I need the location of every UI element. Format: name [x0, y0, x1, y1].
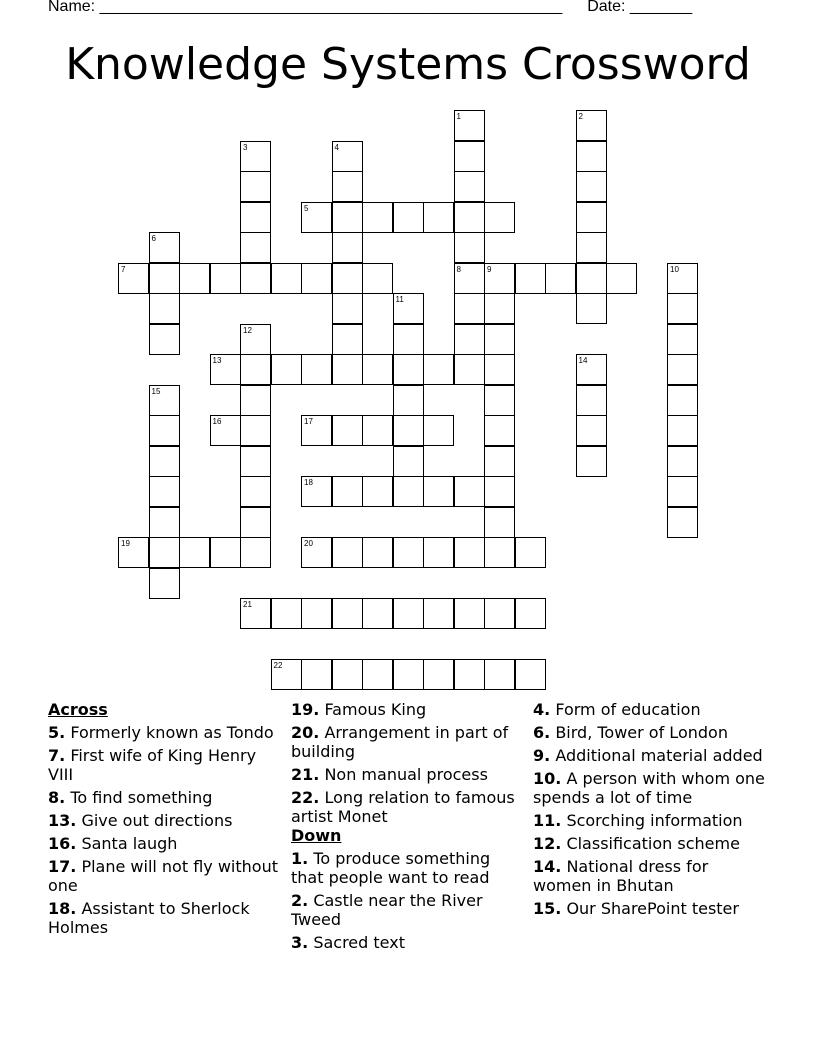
clue-across-16: 16. Santa laugh [48, 834, 178, 853]
clue-across-21: 21. Non manual process [291, 765, 488, 784]
grid-cell[interactable] [423, 598, 454, 629]
clue-across-13: 13. Give out directions [48, 811, 233, 830]
clue-down-14: 14. National dress for women in Bhutan [533, 857, 709, 895]
grid-cell[interactable] [454, 263, 485, 294]
grid-cell[interactable] [393, 659, 424, 690]
cell-number: 18 [304, 478, 313, 487]
clue-across-22: 22. Long relation to famous artist Monet [291, 788, 515, 826]
grid-cell[interactable] [210, 415, 241, 446]
cell-number: 14 [578, 356, 588, 365]
cell-number: 1 [456, 112, 461, 121]
grid-cell[interactable] [240, 415, 271, 446]
cell-number: 20 [304, 539, 313, 548]
grid-cell[interactable] [301, 263, 332, 294]
grid-cell[interactable] [149, 293, 180, 324]
clue-down-11: 11. Scorching information [533, 811, 743, 830]
grid-cell[interactable] [118, 263, 149, 294]
grid-cell[interactable] [484, 354, 515, 385]
cell-number: 11 [395, 295, 404, 304]
grid-cell[interactable] [393, 415, 424, 446]
grid-cell[interactable] [362, 598, 393, 629]
grid-cell[interactable] [576, 141, 607, 172]
grid-cell[interactable] [149, 232, 180, 263]
grid-cell[interactable] [240, 171, 271, 202]
grid-cell[interactable] [454, 110, 485, 141]
grid-cell[interactable] [240, 232, 271, 263]
grid-cell[interactable] [606, 263, 637, 294]
grid-cell[interactable] [332, 354, 363, 385]
clue-down-10: 10. A person with whom one spends a lot of time [533, 769, 765, 807]
grid-cell[interactable] [576, 232, 607, 263]
grid-cell[interactable] [210, 354, 241, 385]
grid-cell[interactable] [454, 659, 485, 690]
cell-number: 12 [243, 325, 252, 335]
grid-cell[interactable] [484, 263, 515, 294]
grid-cell[interactable] [423, 202, 454, 233]
clues-column-1 [48, 700, 280, 941]
cell-number: 17 [304, 417, 313, 426]
grid-cell[interactable] [667, 507, 698, 538]
grid-cell[interactable] [179, 537, 210, 568]
grid-cell[interactable] [576, 385, 607, 416]
grid-cell[interactable] [362, 263, 393, 294]
grid-cell[interactable] [240, 385, 271, 416]
grid-cell[interactable] [149, 263, 180, 294]
grid-cell[interactable] [576, 415, 607, 446]
grid-cell[interactable] [301, 415, 332, 446]
grid-cell[interactable] [423, 537, 454, 568]
grid-cell[interactable] [362, 659, 393, 690]
grid-cell[interactable] [515, 263, 546, 294]
grid-cell[interactable] [332, 537, 363, 568]
grid-cell[interactable] [332, 202, 363, 233]
grid-cell[interactable] [301, 659, 332, 690]
grid-cell[interactable] [240, 598, 271, 629]
cell-number: 15 [151, 386, 161, 396]
grid-cell[interactable] [271, 263, 302, 294]
clue-down-2: 2. Castle near the River Tweed [291, 891, 483, 929]
grid-cell[interactable] [484, 659, 515, 690]
grid-cell[interactable] [576, 263, 607, 294]
grid-cell[interactable] [484, 385, 515, 416]
grid-cell[interactable] [667, 385, 698, 416]
grid-cell[interactable] [667, 446, 698, 477]
down-heading: Down [291, 826, 342, 845]
grid-cell[interactable] [484, 537, 515, 568]
grid-cell[interactable] [515, 537, 546, 568]
grid-cell[interactable] [667, 263, 698, 294]
grid-cell[interactable] [576, 202, 607, 233]
grid-cell[interactable] [240, 507, 271, 538]
grid-cell[interactable] [576, 293, 607, 324]
grid-cell[interactable] [423, 354, 454, 385]
grid-cell[interactable] [454, 171, 485, 202]
cell-number: 10 [670, 264, 679, 274]
grid-cell[interactable] [484, 476, 515, 507]
grid-cell[interactable] [393, 598, 424, 629]
name-label: Name: [48, 0, 96, 15]
grid-cell[interactable] [332, 141, 363, 172]
grid-cell[interactable] [149, 568, 180, 599]
grid-cell[interactable] [454, 202, 485, 233]
grid-cell[interactable] [301, 202, 332, 233]
grid-cell[interactable] [240, 141, 271, 172]
grid-cell[interactable] [332, 598, 363, 629]
cell-number: 5 [304, 203, 309, 213]
cell-number: 7 [121, 264, 126, 274]
name-blank[interactable]: ____________________________________________________ [99, 0, 563, 15]
grid-cell[interactable] [454, 324, 485, 355]
grid-cell[interactable] [301, 598, 332, 629]
grid-cell[interactable] [454, 232, 485, 263]
grid-cell[interactable] [576, 446, 607, 477]
grid-cell[interactable] [362, 202, 393, 233]
grid-cell[interactable] [301, 476, 332, 507]
grid-cell[interactable] [362, 415, 393, 446]
grid-cell[interactable] [667, 354, 698, 385]
grid-cell[interactable] [484, 598, 515, 629]
cell-number: 16 [212, 417, 222, 426]
grid-cell[interactable] [484, 324, 515, 355]
grid-cell[interactable] [393, 476, 424, 507]
grid-cell[interactable] [423, 476, 454, 507]
grid-cell[interactable] [454, 476, 485, 507]
grid-cell[interactable] [332, 263, 363, 294]
grid-cell[interactable] [667, 324, 698, 355]
grid-cell[interactable] [667, 415, 698, 446]
cell-number: 9 [487, 264, 492, 274]
clue-down-15: 15. Our SharePoint tester [533, 899, 739, 918]
grid-cell[interactable] [149, 446, 180, 477]
grid-cell[interactable] [332, 415, 363, 446]
grid-cell[interactable] [149, 385, 180, 416]
page-title: Knowledge Systems Crossword [65, 39, 751, 90]
grid-cell[interactable] [667, 293, 698, 324]
clue-down-9: 9. Additional material added [533, 746, 763, 765]
grid-cell[interactable] [210, 537, 241, 568]
grid-cell[interactable] [179, 263, 210, 294]
grid-cell[interactable] [149, 476, 180, 507]
grid-cell[interactable] [240, 446, 271, 477]
grid-cell[interactable] [576, 171, 607, 202]
grid-cell[interactable] [332, 293, 363, 324]
grid-cell[interactable] [362, 354, 393, 385]
grid-cell[interactable] [210, 263, 241, 294]
grid-cell[interactable] [393, 354, 424, 385]
across-heading: Across [48, 700, 108, 719]
grid-cell[interactable] [332, 659, 363, 690]
grid-cell[interactable] [576, 354, 607, 385]
clue-down-3: 3. Sacred text [291, 933, 405, 952]
clue-across-19: 19. Famous King [291, 700, 427, 719]
grid-cell[interactable] [301, 354, 332, 385]
grid-cell[interactable] [332, 324, 363, 355]
grid-cell[interactable] [545, 263, 576, 294]
grid-cell[interactable] [576, 110, 607, 141]
cell-number: 8 [456, 264, 461, 274]
cell-number: 6 [151, 234, 156, 243]
grid-cell[interactable] [484, 446, 515, 477]
date-label: Date: [587, 0, 626, 15]
grid-cell[interactable] [393, 293, 424, 324]
grid-cell[interactable] [332, 232, 363, 263]
grid-cell[interactable] [301, 537, 332, 568]
grid-cell[interactable] [118, 537, 149, 568]
clue-across-7: 7. First wife of King Henry VIII [48, 746, 257, 784]
cell-number: 21 [243, 600, 252, 609]
grid-cell[interactable] [393, 385, 424, 416]
grid-cell[interactable] [240, 263, 271, 294]
grid-cell[interactable] [271, 354, 302, 385]
cell-number: 2 [578, 112, 583, 121]
grid-cell[interactable] [423, 415, 454, 446]
clue-down-1: 1. To produce something that people want to read [291, 849, 491, 887]
grid-cell[interactable] [393, 324, 424, 355]
grid-cell[interactable] [423, 659, 454, 690]
grid-cell[interactable] [149, 507, 180, 538]
grid-cell[interactable] [240, 324, 271, 355]
clue-down-6: 6. Bird, Tower of London [533, 723, 728, 742]
grid-cell[interactable] [149, 537, 180, 568]
clue-across-17: 17. Plane will not fly without one [48, 857, 278, 895]
grid-cell[interactable] [240, 202, 271, 233]
cell-number: 3 [243, 142, 248, 152]
grid-cell[interactable] [362, 537, 393, 568]
grid-cell[interactable] [240, 476, 271, 507]
cell-number: 4 [334, 142, 339, 152]
grid-cell[interactable] [484, 293, 515, 324]
grid-cell[interactable] [393, 202, 424, 233]
grid-cell[interactable] [515, 659, 546, 690]
clues-column-2 [291, 700, 523, 956]
grid-cell[interactable] [271, 598, 302, 629]
date-blank[interactable]: _______ [629, 0, 693, 15]
grid-cell[interactable] [454, 598, 485, 629]
grid-cell[interactable] [515, 598, 546, 629]
grid-cell[interactable] [454, 537, 485, 568]
cell-number: 13 [212, 356, 222, 365]
grid-cell[interactable] [393, 446, 424, 477]
grid-cell[interactable] [454, 293, 485, 324]
clue-down-12: 12. Classification scheme [533, 834, 740, 853]
grid-cell[interactable] [149, 324, 180, 355]
clues-column-3 [533, 700, 765, 922]
grid-cell[interactable] [149, 415, 180, 446]
clue-across-18: 18. Assistant to Sherlock Holmes [48, 899, 250, 937]
grid-cell[interactable] [240, 537, 271, 568]
clue-across-5: 5. Formerly known as Tondo [48, 723, 274, 742]
grid-cell[interactable] [240, 354, 271, 385]
grid-cell[interactable] [454, 354, 485, 385]
grid-cell[interactable] [271, 659, 302, 690]
grid-cell[interactable] [484, 202, 515, 233]
cell-number: 22 [273, 661, 283, 670]
grid-cell[interactable] [393, 537, 424, 568]
grid-cell[interactable] [332, 476, 363, 507]
grid-cell[interactable] [484, 507, 515, 538]
grid-cell[interactable] [454, 141, 485, 172]
clue-across-8: 8. To find something [48, 788, 213, 807]
clue-across-20: 20. Arrangement in part of building [291, 723, 509, 761]
grid-cell[interactable] [362, 476, 393, 507]
grid-cell[interactable] [484, 415, 515, 446]
cell-number: 19 [121, 539, 130, 548]
clue-down-4: 4. Form of education [533, 700, 701, 719]
grid-cell[interactable] [667, 476, 698, 507]
grid-cell[interactable] [332, 171, 363, 202]
